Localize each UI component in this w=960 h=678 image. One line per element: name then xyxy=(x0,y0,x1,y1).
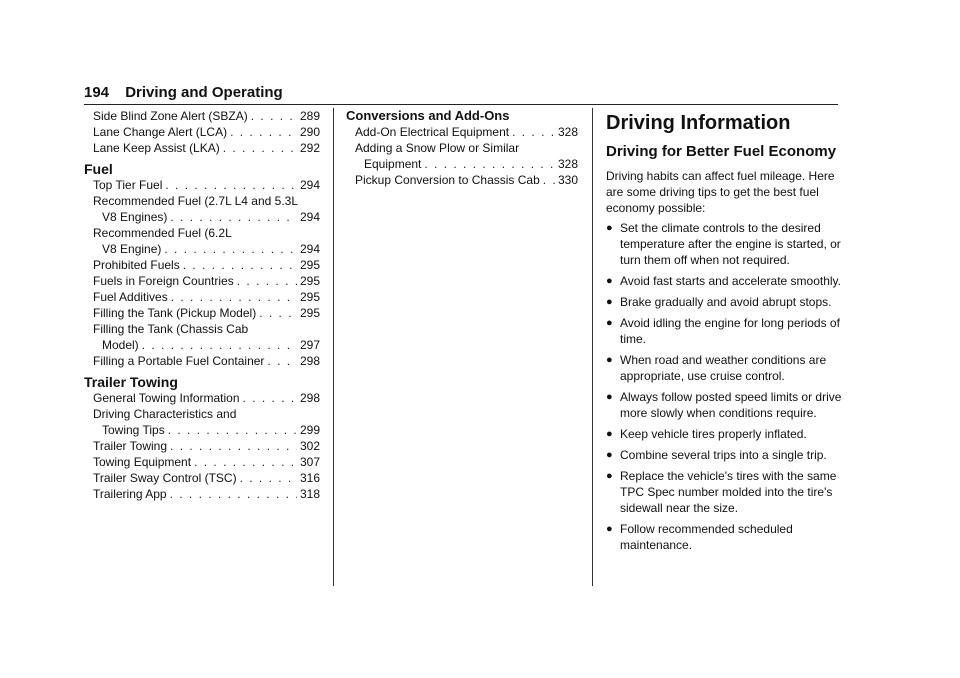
toc-entry[interactable]: Model) . . . 297 xyxy=(84,337,320,353)
intro-paragraph: Driving habits can affect fuel mileage. Here are some driving tips to get the best fuel economy possible: xyxy=(606,169,835,215)
toc-entry[interactable]: Fuels in Foreign Countries . . . 295 xyxy=(84,273,320,289)
toc-entry[interactable]: Equipment . . . 328 xyxy=(346,156,578,172)
toc-entry-line[interactable]: Recommended Fuel (2.7L L4 and 5.3L xyxy=(93,194,299,208)
content-column xyxy=(606,108,846,558)
bullet-icon: ● xyxy=(606,296,613,308)
toc-section-heading: Conversions and Add-Ons xyxy=(346,108,510,123)
bullet-icon: ● xyxy=(606,317,613,329)
list-item: ● When road and weather conditions are appropriate, use cruise control. xyxy=(606,353,827,383)
toc-entry-line[interactable]: Adding a Snow Plow or Similar xyxy=(355,141,520,155)
toc-entry[interactable]: V8 Engines) . . . 294 xyxy=(84,209,320,225)
toc-entry[interactable]: Top Tier Fuel . . . 294 xyxy=(84,177,320,193)
toc-entry[interactable]: Trailering App . . . 318 xyxy=(84,486,320,502)
toc-entry[interactable]: Lane Change Alert (LCA) . . . 290 xyxy=(84,124,320,140)
section-subtitle: Driving for Better Fuel Economy xyxy=(606,143,837,160)
toc-entry[interactable]: Pickup Conversion to Chassis Cab . . . 330 xyxy=(346,172,578,188)
page-number: 194 xyxy=(84,84,110,101)
bullet-icon: ● xyxy=(606,391,613,403)
list-item: ● Follow recommended scheduled maintenance. xyxy=(606,522,793,552)
tips-list xyxy=(606,220,846,553)
toc-entry[interactable]: Lane Keep Assist (LKA) . . . 292 xyxy=(84,140,320,156)
bullet-icon: ● xyxy=(606,222,613,234)
list-item: ● Combine several trips into a single trip. xyxy=(606,448,827,462)
toc-entry[interactable]: V8 Engine) . . . 294 xyxy=(84,241,320,257)
toc-entry-line[interactable]: Driving Characteristics and xyxy=(93,407,237,421)
toc-entry[interactable]: Add-On Electrical Equipment . . . 328 xyxy=(346,124,578,140)
toc-entry[interactable]: Trailer Sway Control (TSC) . . . 316 xyxy=(84,470,320,486)
toc-section-heading: Trailer Towing xyxy=(84,374,178,390)
toc-column-1 xyxy=(84,108,320,502)
list-item: ● Keep vehicle tires properly inflated. xyxy=(606,427,807,441)
list-item: ● Replace the vehicle's tires with the same TPC Spec number molded into the tire's sidewall near the size. xyxy=(606,469,837,515)
toc-entry[interactable]: Filling a Portable Fuel Container . . . 298 xyxy=(84,353,320,369)
bullet-icon: ● xyxy=(606,428,613,440)
toc-entry[interactable]: Towing Equipment . . . 307 xyxy=(84,454,320,470)
toc-entry[interactable]: General Towing Information . . . 298 xyxy=(84,390,320,406)
bullet-icon: ● xyxy=(606,470,613,482)
column-divider xyxy=(333,108,334,586)
bullet-icon: ● xyxy=(606,275,613,287)
bullet-icon: ● xyxy=(606,449,613,461)
toc-entry[interactable]: Filling the Tank (Pickup Model) . . . 295 xyxy=(84,305,320,321)
toc-entry[interactable]: Side Blind Zone Alert (SBZA) . . . 289 xyxy=(84,108,320,124)
list-item: ● Set the climate controls to the desired temperature after the engine is started, or turn them off when not required. xyxy=(606,221,841,267)
column-divider xyxy=(592,108,593,586)
list-item: ● Avoid fast starts and accelerate smoothly. xyxy=(606,274,841,288)
toc-entry[interactable]: Fuel Additives . . . 295 xyxy=(84,289,320,305)
list-item: ● Brake gradually and avoid abrupt stops. xyxy=(606,295,832,309)
toc-column-2 xyxy=(346,108,578,188)
toc-entry[interactable]: Trailer Towing . . . 302 xyxy=(84,438,320,454)
list-item: ● Always follow posted speed limits or drive more slowly when conditions require. xyxy=(606,390,842,420)
toc-section-heading: Fuel xyxy=(84,161,113,177)
toc-entry-line[interactable]: Recommended Fuel (6.2L xyxy=(93,226,232,240)
list-item: ● Avoid idling the engine for long periods of time. xyxy=(606,316,840,346)
bullet-icon: ● xyxy=(606,354,613,366)
chapter-title: Driving Information xyxy=(606,112,791,134)
toc-entry[interactable]: Prohibited Fuels . . . 295 xyxy=(84,257,320,273)
toc-entry-line[interactable]: Filling the Tank (Chassis Cab xyxy=(93,322,249,336)
toc-entry[interactable]: Towing Tips . . . 299 xyxy=(84,422,320,438)
section-title: Driving and Operating xyxy=(125,84,283,101)
page-header xyxy=(84,82,838,105)
bullet-icon: ● xyxy=(606,523,613,535)
